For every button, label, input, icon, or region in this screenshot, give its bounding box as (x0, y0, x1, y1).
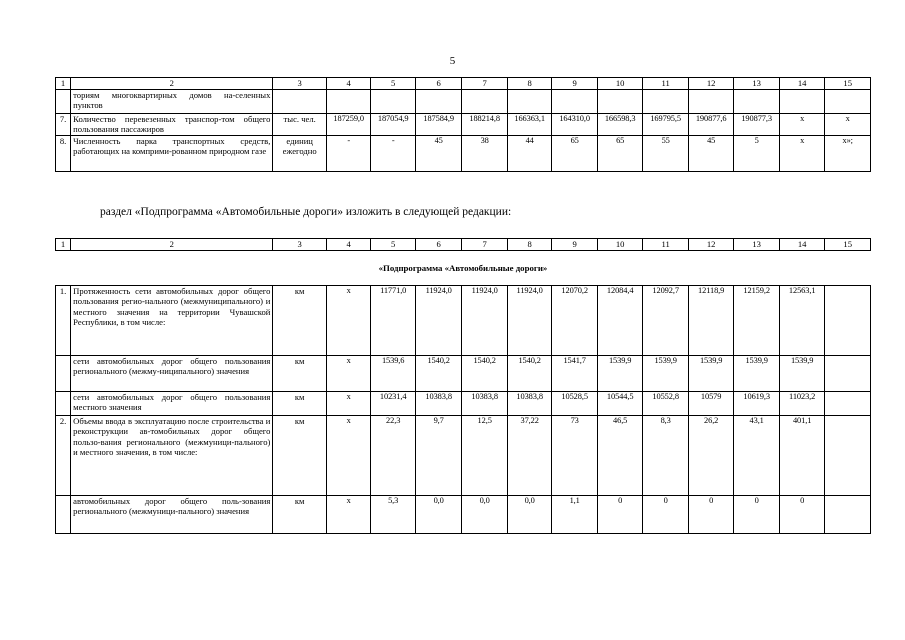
table-row (56, 416, 871, 496)
row-number-cell: 1. (56, 286, 71, 356)
row-number-cell: 7. (56, 114, 71, 136)
value-cell: 187054,9 (371, 114, 415, 136)
value-cell: 22,3 (371, 416, 415, 496)
value-cell: 12118,9 (688, 286, 734, 356)
column-number-cell: 10 (597, 239, 643, 251)
column-number-cell: 11 (643, 239, 689, 251)
value-cell: х (779, 136, 825, 172)
column-number-cell: 12 (688, 239, 734, 251)
value-cell: 12,5 (462, 416, 508, 496)
value-cell (825, 90, 871, 114)
value-cell: 11771,0 (371, 286, 415, 356)
value-cell: 73 (552, 416, 598, 496)
column-number-cell: 15 (825, 78, 871, 90)
value-cell: 55 (643, 136, 689, 172)
value-cell: 46,5 (597, 416, 643, 496)
value-cell (825, 392, 871, 416)
column-number-cell: 1 (56, 78, 71, 90)
value-cell: 188214,8 (462, 114, 508, 136)
unit-cell (273, 90, 327, 114)
value-cell: 1539,6 (371, 356, 415, 392)
value-cell: х (326, 392, 370, 416)
value-cell: 1539,9 (688, 356, 734, 392)
value-cell (825, 496, 871, 534)
value-cell: х (326, 416, 370, 496)
value-cell (552, 90, 598, 114)
value-cell (415, 90, 462, 114)
value-cell: - (326, 136, 370, 172)
column-number-cell: 11 (643, 78, 689, 90)
value-cell: 10231,4 (371, 392, 415, 416)
amendment-paragraph: раздел «Подпрограмма «Автомобильные дороги» изложить в следующей редакции: (100, 206, 512, 218)
column-number-cell: 13 (734, 239, 780, 251)
value-cell: 10619,3 (734, 392, 780, 416)
value-cell: 5 (734, 136, 780, 172)
value-cell: 11924,0 (415, 286, 462, 356)
unit-cell: км (273, 356, 327, 392)
column-number-row (56, 239, 871, 251)
indicator-name-cell: ториям многоквартирных домов на-селенных пунктов (71, 90, 273, 114)
table-row (56, 136, 871, 172)
value-cell: 10528,5 (552, 392, 598, 416)
value-cell: 10544,5 (597, 392, 643, 416)
value-cell (688, 90, 734, 114)
unit-cell: км (273, 496, 327, 534)
subprogram-title: «Подпрограмма «Автомобильные дороги» (56, 251, 871, 286)
value-cell: 0 (597, 496, 643, 534)
indicator-name-cell: Количество перевезенных транспор-том общего пользования пассажиров (71, 114, 273, 136)
value-cell: х (779, 114, 825, 136)
value-cell (825, 416, 871, 496)
row-number-cell (56, 392, 71, 416)
value-cell: 1539,9 (734, 356, 780, 392)
value-cell: 401,1 (779, 416, 825, 496)
value-cell: 43,1 (734, 416, 780, 496)
value-cell: 166598,3 (597, 114, 643, 136)
row-number-cell (56, 496, 71, 534)
table-row (56, 356, 871, 392)
column-number-cell: 7 (462, 78, 508, 90)
unit-cell: единиц ежегодно (273, 136, 327, 172)
column-number-cell: 12 (688, 78, 734, 90)
value-cell: 8,3 (643, 416, 689, 496)
column-number-cell: 4 (326, 239, 370, 251)
value-cell (779, 90, 825, 114)
column-number-cell: 8 (507, 239, 551, 251)
column-number-cell: 1 (56, 239, 71, 251)
value-cell: 10383,8 (507, 392, 551, 416)
value-cell: 0 (779, 496, 825, 534)
column-number-cell: 7 (462, 239, 508, 251)
column-number-cell: 6 (415, 239, 462, 251)
unit-cell: км (273, 392, 327, 416)
value-cell (597, 90, 643, 114)
value-cell (462, 90, 508, 114)
column-number-cell: 2 (71, 78, 273, 90)
value-cell: 1540,2 (462, 356, 508, 392)
value-cell: 1540,2 (415, 356, 462, 392)
value-cell: 37,22 (507, 416, 551, 496)
value-cell: 45 (688, 136, 734, 172)
value-cell: 190877,3 (734, 114, 780, 136)
value-cell: 0 (688, 496, 734, 534)
value-cell: 10383,8 (415, 392, 462, 416)
column-number-cell: 13 (734, 78, 780, 90)
value-cell: 11924,0 (507, 286, 551, 356)
column-number-cell: 9 (552, 239, 598, 251)
value-cell: 65 (552, 136, 598, 172)
column-number-cell: 9 (552, 78, 598, 90)
table-row (56, 286, 871, 356)
value-cell: 11023,2 (779, 392, 825, 416)
value-cell (734, 90, 780, 114)
indicator-name-cell: сети автомобильных дорог общего пользования регионального (межму-ниципального) значения (71, 356, 273, 392)
value-cell: 1539,9 (643, 356, 689, 392)
column-number-cell: 4 (326, 78, 370, 90)
value-cell: 0,0 (415, 496, 462, 534)
row-number-cell: 8. (56, 136, 71, 172)
indicator-name-cell: сети автомобильных дорог общего пользования местного значения (71, 392, 273, 416)
value-cell: 166363,1 (507, 114, 551, 136)
value-cell: 1541,7 (552, 356, 598, 392)
indicators-table-transport (55, 77, 871, 172)
unit-cell: км (273, 286, 327, 356)
column-number-cell: 14 (779, 239, 825, 251)
value-cell: 190877,6 (688, 114, 734, 136)
column-number-cell: 5 (371, 239, 415, 251)
unit-cell: км (273, 416, 327, 496)
value-cell: 26,2 (688, 416, 734, 496)
value-cell (371, 90, 415, 114)
value-cell: х (326, 356, 370, 392)
value-cell: х (825, 114, 871, 136)
value-cell: 1539,9 (779, 356, 825, 392)
value-cell: 164310,0 (552, 114, 598, 136)
column-number-cell: 10 (597, 78, 643, 90)
unit-cell: тыс. чел. (273, 114, 327, 136)
value-cell: 1539,9 (597, 356, 643, 392)
value-cell: 187584,9 (415, 114, 462, 136)
column-number-cell: 14 (779, 78, 825, 90)
value-cell: 10383,8 (462, 392, 508, 416)
row-number-cell (56, 90, 71, 114)
column-number-cell: 6 (415, 78, 462, 90)
value-cell: 44 (507, 136, 551, 172)
value-cell: - (371, 136, 415, 172)
value-cell: 187259,0 (326, 114, 370, 136)
value-cell: х (326, 496, 370, 534)
value-cell (507, 90, 551, 114)
indicator-name-cell: автомобильных дорог общего поль-зования регионального (межмуници-пального) значения (71, 496, 273, 534)
value-cell (643, 90, 689, 114)
value-cell: 12070,2 (552, 286, 598, 356)
value-cell: 5,3 (371, 496, 415, 534)
value-cell: х»; (825, 136, 871, 172)
table-row (56, 90, 871, 114)
value-cell: 65 (597, 136, 643, 172)
value-cell: 9,7 (415, 416, 462, 496)
value-cell: 12159,2 (734, 286, 780, 356)
indicators-table-roads (55, 238, 871, 534)
value-cell: 12084,4 (597, 286, 643, 356)
value-cell: 1,1 (552, 496, 598, 534)
value-cell: 0 (643, 496, 689, 534)
row-number-cell: 2. (56, 416, 71, 496)
value-cell: 10579 (688, 392, 734, 416)
column-number-cell: 5 (371, 78, 415, 90)
value-cell: х (326, 286, 370, 356)
value-cell (825, 286, 871, 356)
value-cell: 11924,0 (462, 286, 508, 356)
value-cell: 0 (734, 496, 780, 534)
table-row (56, 392, 871, 416)
table-row (56, 496, 871, 534)
value-cell: 12092,7 (643, 286, 689, 356)
value-cell: 38 (462, 136, 508, 172)
value-cell: 12563,1 (779, 286, 825, 356)
value-cell: 169795,5 (643, 114, 689, 136)
value-cell: 45 (415, 136, 462, 172)
column-number-cell: 8 (507, 78, 551, 90)
subprogram-title-row (56, 251, 871, 286)
column-number-cell: 15 (825, 239, 871, 251)
table-row (56, 114, 871, 136)
indicator-name-cell: Объемы ввода в эксплуатацию после строительства и реконструкции ав-томобильных дорог общего пользо-вания регионального (межмуници-пального) и местного значения, в том числе: (71, 416, 273, 496)
column-number-row (56, 78, 871, 90)
column-number-cell: 3 (273, 239, 327, 251)
value-cell: 0,0 (507, 496, 551, 534)
column-number-cell: 3 (273, 78, 327, 90)
row-number-cell (56, 356, 71, 392)
page-number: 5 (449, 55, 456, 67)
value-cell: 1540,2 (507, 356, 551, 392)
indicator-name-cell: Протяженность сети автомобильных дорог общего пользования регио-нального (межмуниципального) и местного значения на территории Чувашской Республики, в том числе: (71, 286, 273, 356)
value-cell (825, 356, 871, 392)
value-cell: 0,0 (462, 496, 508, 534)
value-cell (326, 90, 370, 114)
indicator-name-cell: Численность парка транспортных средств, работающих на комприми-рованном природном газе (71, 136, 273, 172)
column-number-cell: 2 (71, 239, 273, 251)
value-cell: 10552,8 (643, 392, 689, 416)
